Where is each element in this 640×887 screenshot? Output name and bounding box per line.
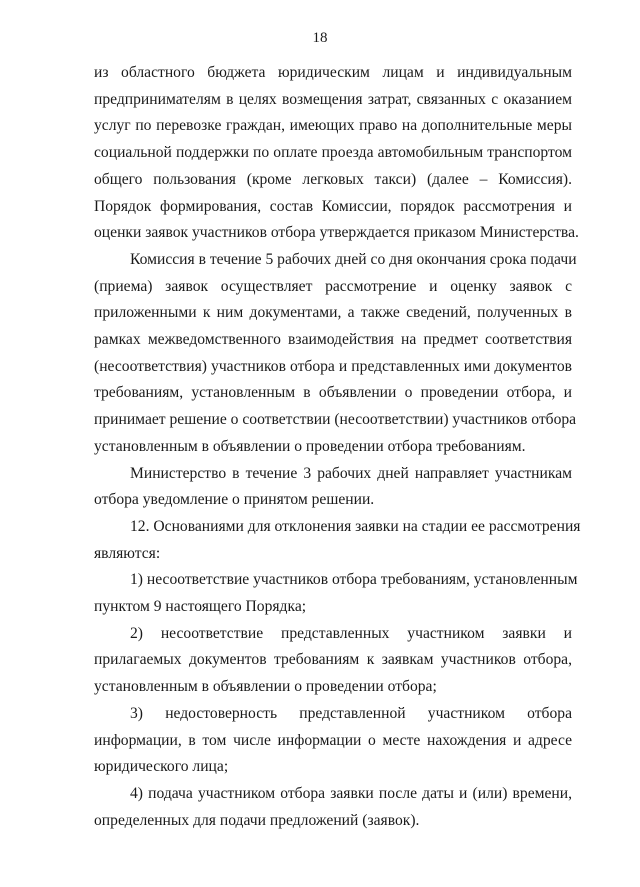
text-line: определенных для подачи предложений (заявок). xyxy=(94,811,420,829)
text-line: информации, в том числе информации о месте нахождения и адресе xyxy=(94,731,572,749)
text-line: приложенными к ним документами, а также сведений, полученных в xyxy=(94,304,572,322)
paragraph xyxy=(94,567,578,620)
text-line: предпринимателям в целях возмещения затрат, связанных с оказанием xyxy=(94,90,572,108)
paragraph xyxy=(94,247,577,461)
paragraph xyxy=(94,60,579,247)
text-line: юридического лица; xyxy=(94,758,229,776)
text-line: оценки заявок участников отбора утверждается приказом Министерства. xyxy=(94,224,579,242)
text-line: установленным в объявлении о проведении отбора требованиям. xyxy=(94,437,526,455)
text-line: требованиям, установленным в объявлении о проведении отбора, и xyxy=(94,384,572,402)
text-line: пунктом 9 настоящего Порядка; xyxy=(94,598,307,616)
paragraph xyxy=(94,781,572,834)
text-line: Порядок формирования, состав Комиссии, порядок рассмотрения и xyxy=(94,197,572,215)
paragraph xyxy=(94,621,572,701)
text-line: прилагаемых документов требованиям к заявкам участников отбора, xyxy=(94,651,572,669)
paragraph xyxy=(94,461,572,514)
document-body xyxy=(94,60,581,834)
text-line: 2) несоответствие представленных участником заявки и xyxy=(130,624,572,642)
page-number: 18 xyxy=(312,30,328,46)
text-line: установленным в объявлении о проведении отбора; xyxy=(94,678,437,696)
text-line: 3) недостоверность представленной участником отбора xyxy=(130,704,572,722)
text-line: Комиссия в течение 5 рабочих дней со дня окончания срока подачи xyxy=(130,250,577,268)
text-line: принимает решение о соответствии (несоответствии) участников отбора xyxy=(94,411,577,429)
text-line: 1) несоответствие участников отбора требованиям, установленным xyxy=(130,571,578,589)
text-line: Министерство в течение 3 рабочих дней направляет участникам xyxy=(130,464,572,482)
paragraph xyxy=(94,514,581,567)
text-line: являются: xyxy=(94,544,161,562)
text-line: отбора уведомление о принятом решении. xyxy=(94,491,375,509)
text-line: услуг по перевозке граждан, имеющих право на дополнительные меры xyxy=(94,117,572,135)
text-line: (несоответствия) участников отбора и представленных ими документов xyxy=(94,357,572,375)
paragraph xyxy=(94,701,572,781)
text-line: 4) подача участником отбора заявки после даты и (или) времени, xyxy=(130,784,572,802)
text-line: общего пользования (кроме легковых такси) (далее – Комиссия). xyxy=(94,170,572,188)
text-line: (приема) заявок осуществляет рассмотрение и оценку заявок с xyxy=(94,277,572,295)
text-line: социальной поддержки по оплате проезда автомобильным транспортом xyxy=(94,144,572,162)
text-line: рамках межведомственного взаимодействия на предмет соответствия xyxy=(94,331,572,349)
text-line: из областного бюджета юридическим лицам и индивидуальным xyxy=(94,64,572,81)
text-line: 12. Основаниями для отклонения заявки на стадии ее рассмотрения xyxy=(130,517,581,535)
